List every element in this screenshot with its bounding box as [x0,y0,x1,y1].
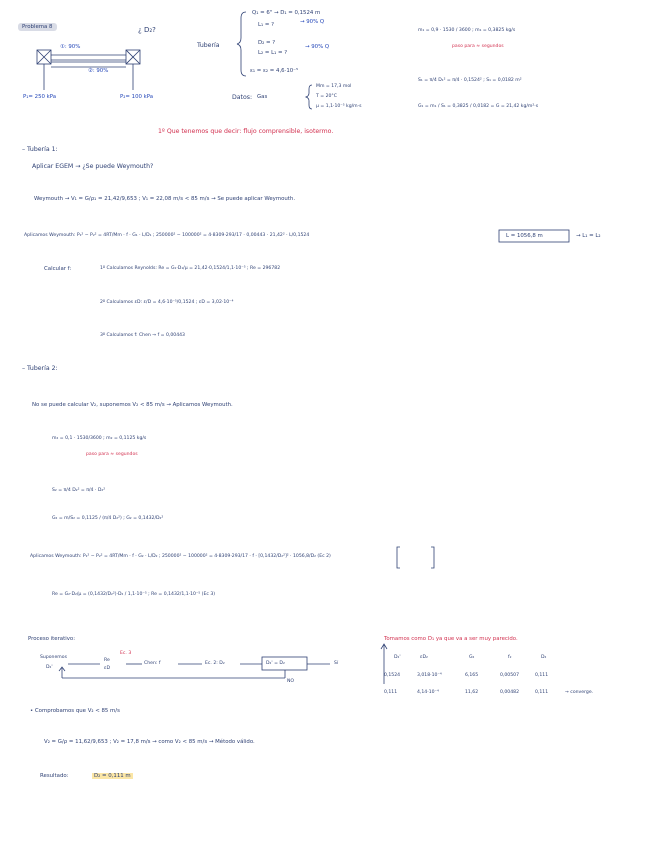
datos-gas: Gas [257,94,268,100]
converge-label: → converge. [565,690,594,695]
iter-col-f: f₂ [508,655,512,660]
iterative-title: Proceso iterativo: [28,636,76,642]
section-1-title: – Tubería 1: [22,146,58,153]
table-cell: 0,111 [535,690,549,695]
check-title: • Comprobamos que V₂ < 85 m/s [30,708,120,714]
problem-tag: Problema 8 [18,24,57,30]
pressure-left: P₁= 250 kPa [23,94,57,100]
iter-re: Re [104,658,110,663]
table-cell: 4,14·10⁻⁴ [417,690,439,695]
table-cell: 0,00507 [500,673,519,678]
section-2-title: – Tubería 2: [22,365,58,372]
iter-no: NO [287,679,295,684]
datos-label: Datos: [232,94,253,101]
iterative-red-note: Tomamos como D₁ ya que va a ser muy parecido. [384,636,518,642]
tuberia-1-line2: L₁ = ? [258,22,274,28]
tuberia-1-line1: Q₁ = 6" → D₁ = 0,1524 m [252,10,321,16]
mass-flux-line: G₁ = m₁ / S₁ = 0,3825 / 0,0182 = G = 21,42 kg/m²·s [418,104,539,109]
mass-flow-2-note: paso para ≈ segundos [86,452,138,457]
weymouth-check-line: Weymouth → V₁ = G/ρ₁ = 21,42/9,653 ; V₁ = 22,08 m/s < 85 m/s → Se puede aplicar Weymouth. [34,196,296,202]
step-3-friction: 3º Calculamos f: Chen → f = 0,00443 [100,333,185,338]
iter-col-g: G₂ [469,655,475,660]
pressure-right: P₂= 100 kPa [120,94,154,100]
first-task-note: 1º Que tenemos que decir: flujo comprensible, isotermo. [158,128,334,135]
question-label: ¿ D₂? [138,26,156,34]
table-cell: 0,1524 [384,673,401,678]
length-equal: → L₁ = L₂ [576,233,601,239]
iter-col-d: D₂ [541,655,547,660]
tuberia-2-line2: L₂ = L₁ = ? [258,50,288,56]
table-cell: 6,165 [465,673,479,678]
iter-chen: Chen: f [144,661,161,666]
weymouth-2-line: Aplicamos Weymouth: P₁² − P₂² = 4RT/Mm · f · G₂ · L/D₂ ; 250000² − 100000² = 4·8309·293/17 · f · [0,1432/D₂²]² · 1056,8/D₂ (Ec 2) [30,554,331,559]
datos-mm: Mm = 17,3 mol [316,84,352,89]
iter-col-ed: εD₂ [420,655,428,660]
tuberia-1-result: → 90% Q [300,19,325,25]
iter-col-d-prime: D₂' [394,655,401,660]
tuberia-2-line1: D₂ = ? [258,40,276,46]
iter-si: Sí [334,661,339,666]
step-1-reynolds: 1º Calculamos Reynolds: Re = G₁·D₁/μ = 21,42·0,1524/1,1·10⁻⁵ ; Re = 296782 [100,266,281,271]
step-2-roughness: 2º Calculamos εD: ε/D = 4,6·10⁻⁵/0,1524 ; εD = 3,02·10⁻⁴ [100,300,234,305]
tuberia-2-result: → 90% Q [305,44,330,50]
area-2-line: S₂ = π/4 D₂² = π/4 · D₂² [52,488,106,493]
table-cell: 0,00482 [500,690,519,695]
section-1-question: Aplicar EGEM → ¿Se puede Weymouth? [32,163,154,170]
weymouth-apply-line: Aplicamos Weymouth: P₁² − P₂² = 4RT/Mm · f · G₁ · L/D₁ ; 250000² − 100000² = 4·8309·293/17 · 0,00443 · 21,42² · L/0,1524 [24,233,310,238]
roughness-line: ε₁ = ε₂ = 4,6·10⁻⁵ [250,68,299,74]
datos-temp: T = 20°C [316,94,337,99]
iter-ec3: Ec. 3 [120,651,132,656]
mass-flow-2-line: m₂ = 0,1 · 1530/3600 ; m₂ = 0,1125 kg/s [52,436,147,441]
calc-f-label: Calcular f: [44,266,72,272]
datos-viscosity: μ = 1,1·10⁻⁵ kg/m·s [316,104,362,109]
check-line: V₂ = G/ρ = 11,62/9,653 ; V₂ = 17,8 m/s → como V₂ < 85 m/s → Método válido. [44,739,255,745]
tuberia-label: Tubería [197,42,220,49]
iter-check: D₂' = D₂ [266,661,285,666]
iter-ec2: Ec. 2: D₂ [205,661,225,666]
mass-flow-note: paso para ≈ segundos [452,44,504,49]
table-cell: 3,018·10⁻⁴ [417,673,442,678]
pipe-1-label: ①: 90% [60,44,81,50]
area-line: S₁ = π/4 D₁² = π/4 · 0,1524² ; S₁ = 0,0182 m² [418,78,522,83]
result-value: D₂ = 0,111 m [94,773,131,779]
section-2-intro: No se puede calcular V₂, suponemos V₂ < 85 m/s → Aplicamos Weymouth. [32,402,233,408]
length-result: L = 1056,8 m [506,233,543,239]
iter-suponemos: Suponemos [40,655,67,660]
iter-d-prime: D₂' [46,665,53,670]
table-cell: 0,111 [384,690,398,695]
mass-flow-line: m₁ = 0,9 · 1530 / 3600 ; m₁ = 0,3825 kg/s [418,28,516,33]
iter-ed: εD [104,666,111,671]
table-cell: 0,111 [535,673,549,678]
pipe-2-label: ②: 90% [88,68,109,74]
mass-flux-2-line: G₂ = m/S₂ = 0,1125 / (π/4 D₂²) ; G₂ = 0,1432/D₂² [52,516,164,521]
result-label: Resultado: [40,773,69,779]
table-cell: 11,62 [465,690,479,695]
bracket-shape [397,547,434,568]
reynolds-2-line: Re = G₂·D₂/μ = (0,1432/D₂²)·D₂ / 1,1·10⁻⁵ ; Re = 0,1432/1,1·10⁻⁵ (Ec 3) [52,592,216,597]
